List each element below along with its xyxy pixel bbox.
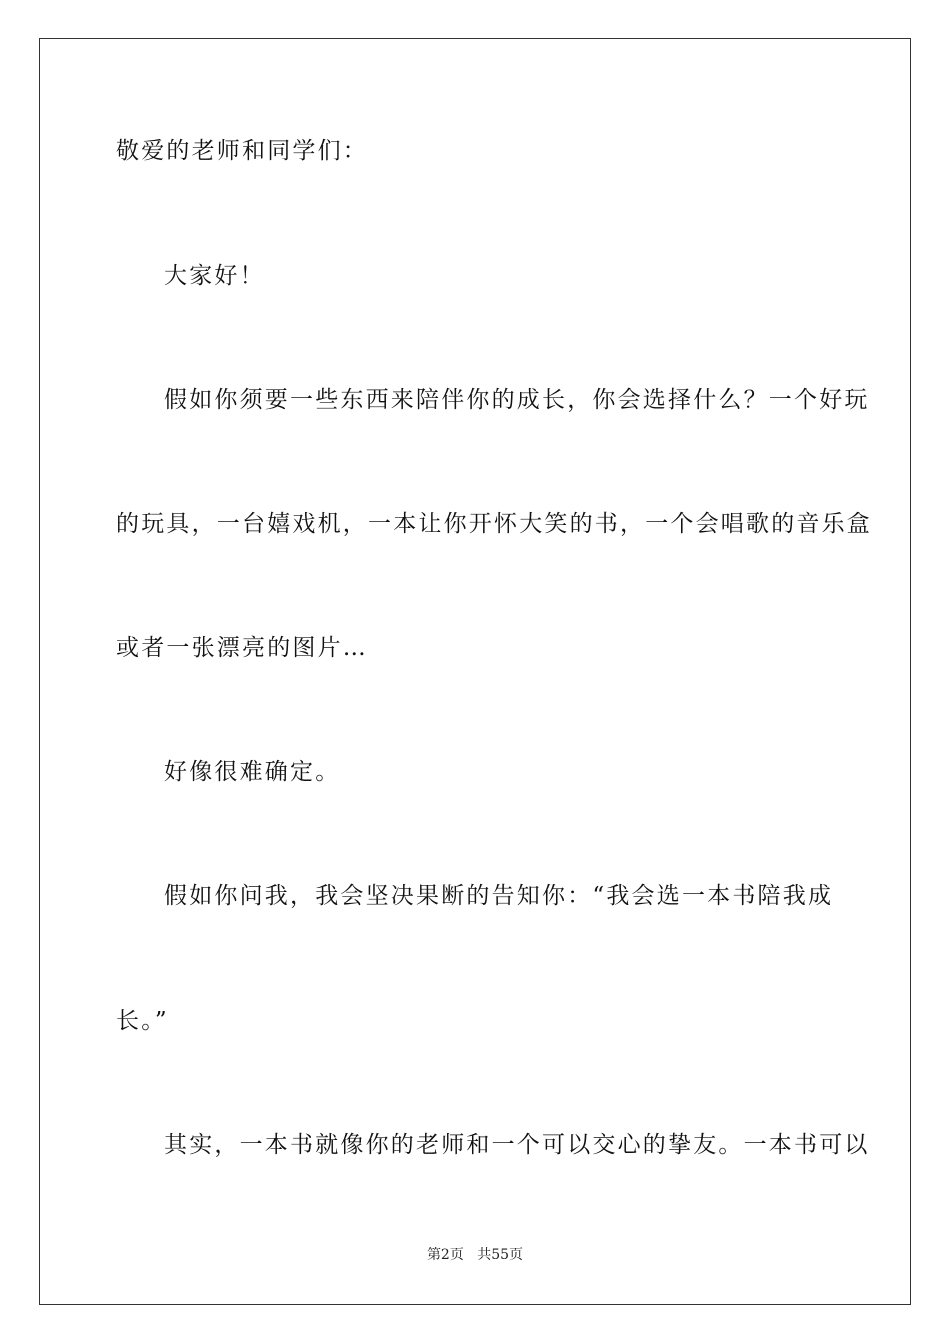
salutation-line: 敬爱的老师和同学们： <box>116 138 368 164</box>
page-total: 共55页 <box>477 1247 524 1263</box>
paragraph-1-line-3: 或者一张漂亮的图片… <box>116 635 368 661</box>
paragraph-3-line-2: 长。” <box>116 1008 169 1034</box>
paragraph-3-line-1: 假如你问我，我会坚决果断的告知你：“我会选一本书陪我成 <box>164 883 834 909</box>
paragraph-2-line-1: 好像很难确定。 <box>164 759 341 785</box>
greeting-line: 大家好！ <box>164 263 265 289</box>
page-border <box>39 38 911 1305</box>
paragraph-4-line-1: 其实，一本书就像你的老师和一个可以交心的挚友。一本书可以 <box>164 1132 870 1158</box>
page-footer <box>0 1246 950 1264</box>
paragraph-1-line-2: 的玩具，一台嬉戏机，一本让你开怀大笑的书，一个会唱歌的音乐盒 <box>116 511 872 537</box>
paragraph-1-line-1: 假如你须要一些东西来陪伴你的成长，你会选择什么？一个好玩 <box>164 387 870 413</box>
page-number: 第2页 <box>426 1247 464 1263</box>
